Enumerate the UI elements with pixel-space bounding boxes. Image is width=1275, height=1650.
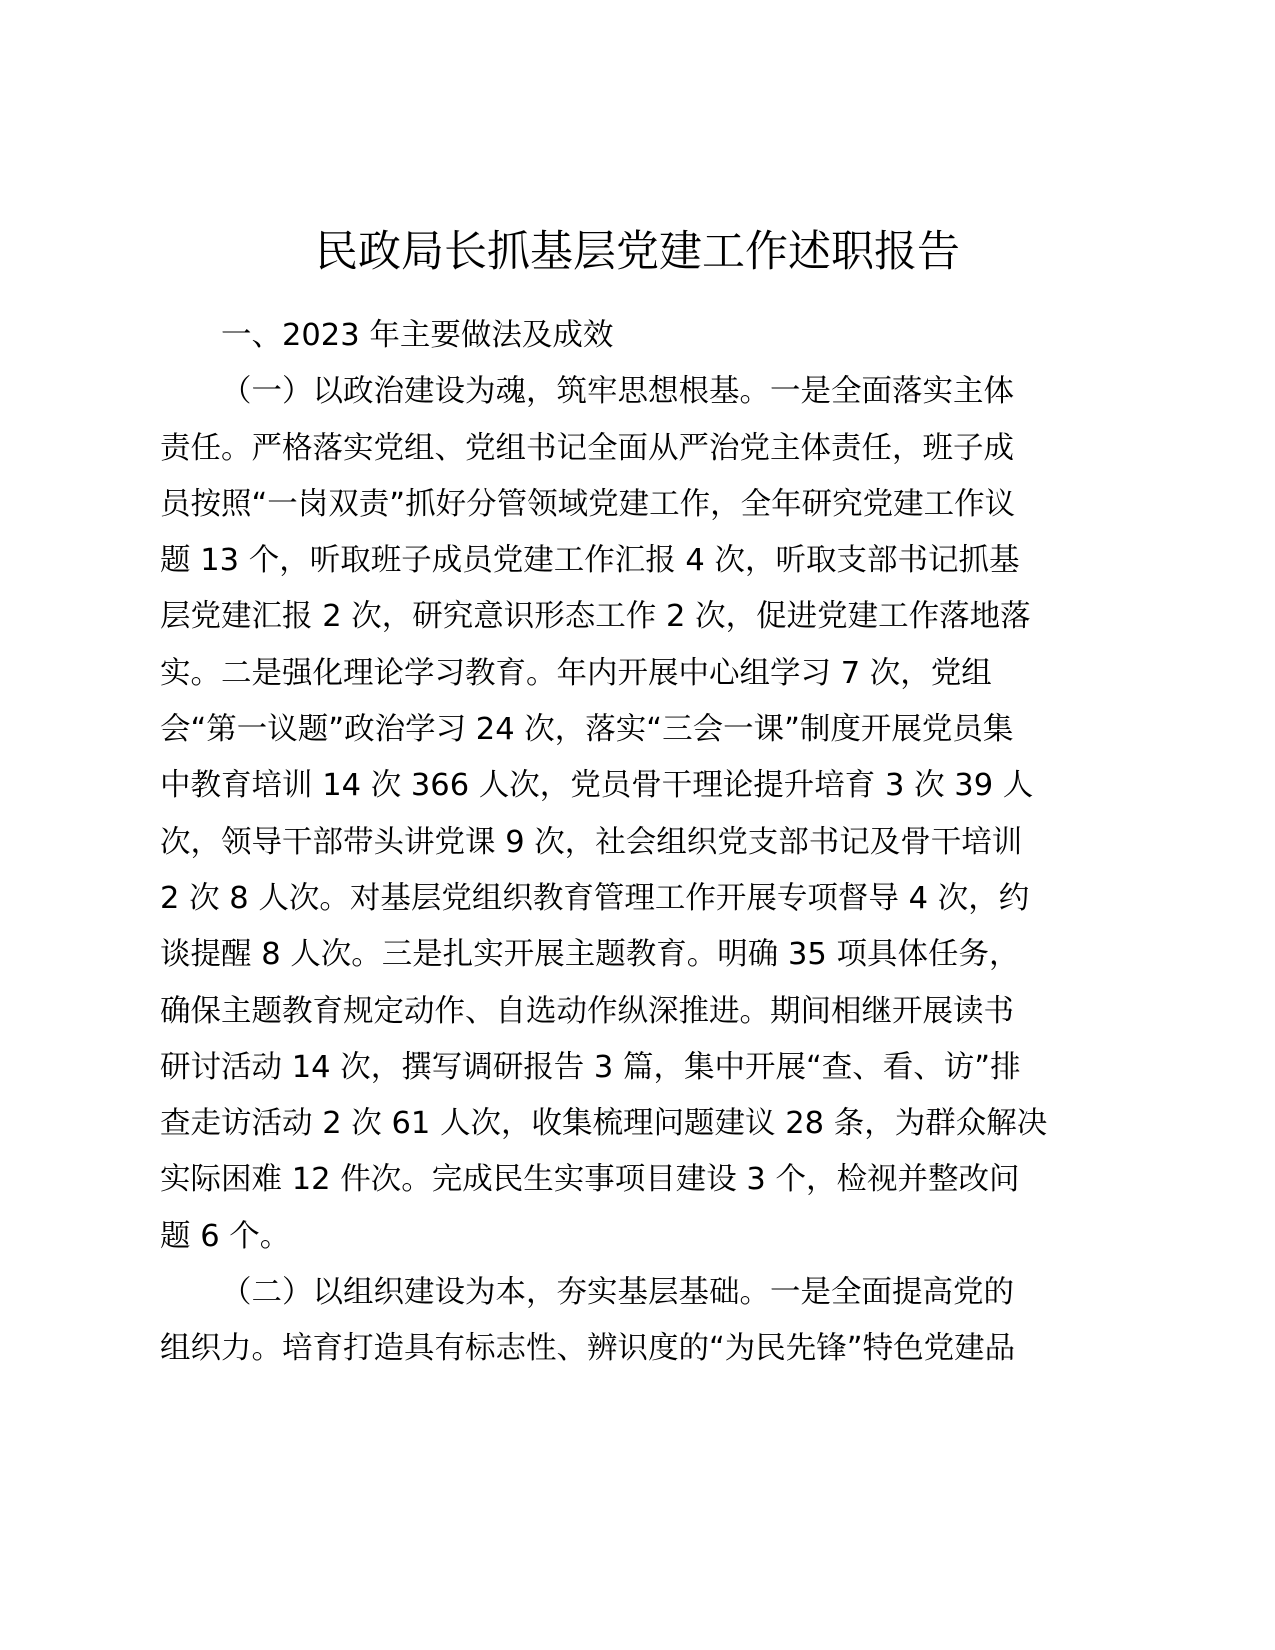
paragraph-line: 层党建汇报 2 次，研究意识形态工作 2 次，促进党建工作落地落 [160, 599, 1031, 635]
paragraph-line: 查走访活动 2 次 61 人次，收集梳理问题建议 28 条，为群众解决 [160, 1106, 1048, 1142]
paragraph-line: 组织力。培育打造具有标志性、辨识度的“为民先锋”特色党建品 [160, 1331, 1016, 1367]
paragraph-line: 次，领导干部带头讲党课 9 次，社会组织党支部书记及骨干培训 [160, 824, 1023, 860]
section-heading: 一、2023 年主要做法及成效 [221, 318, 614, 353]
document-title: 民政局长抓基层党建工作述职报告 [315, 227, 960, 277]
paragraph-line: 2 次 8 人次。对基层党组织教育管理工作开展专项督导 4 次，约 [160, 880, 1030, 916]
paragraph-line: 责任。严格落实党组、党组书记全面从严治党主体责任，班子成 [160, 430, 1014, 466]
paragraph-line: 实际困难 12 件次。完成民生实事项目建设 3 个，检视并整改问 [160, 1162, 1020, 1198]
paragraph-line: 题 6 个。 [160, 1218, 291, 1254]
paragraph-line: 会“第一议题”政治学习 24 次，落实“三会一课”制度开展党员集 [160, 712, 1014, 748]
paragraph-line: 题 13 个，听取班子成员党建工作汇报 4 次，听取支部书记抓基 [160, 543, 1020, 579]
paragraph-line: 研讨活动 14 次，撰写调研报告 3 篇，集中开展“查、看、访”排 [160, 1049, 1021, 1085]
paragraph-line: 确保主题教育规定动作、自选动作纵深推进。期间相继开展读书 [160, 993, 1014, 1029]
paragraph-line: （二）以组织建设为本，夯实基层基础。一是全面提高党的 [221, 1275, 1014, 1311]
paragraph-line: 实。二是强化理论学习教育。年内开展中心组学习 7 次，党组 [160, 655, 992, 691]
paragraph-line: 中教育培训 14 次 366 人次，党员骨干理论提升培育 3 次 39 人 [160, 768, 1034, 804]
paragraph-line: 谈提醒 8 人次。三是扎实开展主题教育。明确 35 项具体任务， [160, 937, 1020, 973]
document-body [160, 308, 1090, 1378]
paragraph-line: （一）以政治建设为魂，筑牢思想根基。一是全面落实主体 [221, 374, 1014, 410]
paragraph-line: 员按照“一岗双责”抓好分管领域党建工作，全年研究党建工作议 [160, 486, 1016, 522]
